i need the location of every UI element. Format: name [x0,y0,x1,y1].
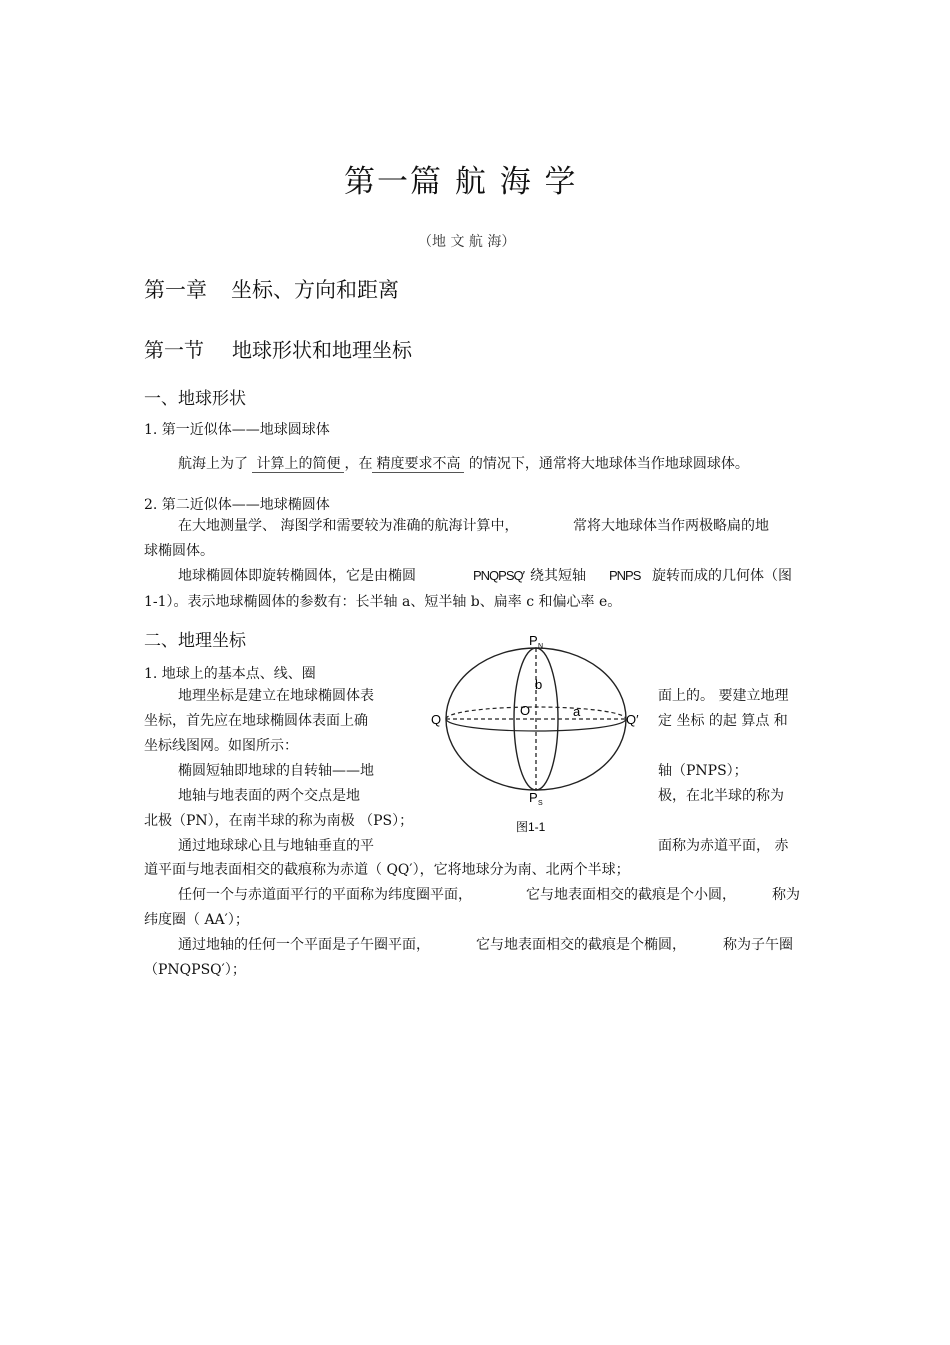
item2-p2-l1c: 旋转而成的几何体（图 [652,568,792,584]
label-q: Q [431,712,442,727]
item2-label: 2. 第二近似体——地球椭圆体 [144,497,330,513]
item2-p1-l1a: 在大地测量学、 海图学和需要较为准确的航海计算中， [178,518,519,534]
item3-l1a: 地理坐标是建立在地球椭圆体表 [178,688,374,704]
part2-heading: 二、地理坐标 [144,631,246,651]
label-b: b [535,677,543,692]
item3-l11a: 通过地轴的任何一个平面是子午圈平面， [178,937,430,953]
item1-underline-2: 精度要求不高 [372,456,464,473]
item2-p2-l1a: 地球椭圆体即旋转椭圆体，它是由椭圆 [178,568,416,584]
item3-l2a: 坐标，首先应在地球椭圆体表面上确 [144,713,368,729]
axis-symbol: PNPS [609,568,641,583]
item1-pre: 航海上为了 [178,456,248,472]
item3-l3: 坐标线图网。如图所示： [144,738,298,754]
item3-l7b: 面称为赤道平面， 赤 [658,838,789,854]
page-title: 第一篇 航 海 学 [344,164,578,200]
figure-caption: 图1-1 [516,820,546,834]
item3-l5b: 极，在北半球的称为 [658,788,784,804]
item2-p1-l1b: 常将大地球体当作两极略扁的地 [573,518,769,534]
item3-l5a: 地轴与地表面的两个交点是地 [178,788,360,804]
item3-l8: 道平面与地表面相交的截痕称为赤道（ QQ′），它将地球分为南、北两个半球； [144,862,630,878]
item3-l9c: 称为 [772,887,800,903]
label-pn-sub: N [538,643,544,650]
item2-p1-l2: 球椭圆体。 [144,543,214,559]
section-number: 第一节 [144,338,204,362]
label-q-prime: Q′ [626,712,639,727]
item1-underline-1: 计算上的简便 [252,456,344,473]
item3-l11b: 它与地表面相交的截痕是个椭圆， [476,937,686,953]
label-ps-sub: S [538,800,543,807]
item1-paragraph [178,452,749,476]
item3-l7a: 通过地球球心且与地轴垂直的平 [178,838,374,854]
chapter-number: 第一章 [144,278,207,302]
item3-l1b: 面上的。 要建立地理 [658,688,789,704]
item3-l4b: 轴（PNPS）； [658,763,748,779]
figure-1-1 [425,628,645,848]
item3-l2b: 定 坐标 的起 算点 和 [658,713,788,729]
item3-l6: 北极（PN），在南半球的称为南极 （PS）； [144,813,414,829]
item1-post: 的情况下，通常将大地球体当作地球圆球体。 [468,456,749,472]
label-a: a [573,704,581,719]
label-ps: P [529,790,538,805]
item3-l12: （PNQPSQ′）； [144,962,246,978]
label-o: O [520,703,531,718]
item1-mid: ，在 [344,456,373,472]
section-name: 地球形状和地理坐标 [232,338,412,362]
item3-l9b: 它与地表面相交的截痕是个小圆， [526,887,736,903]
item3-l4a: 椭圆短轴即地球的自转轴——地 [178,763,374,779]
item1-label: 1. 第一近似体——地球圆球体 [144,422,330,438]
page-subtitle: （地 文 航 海） [418,234,516,250]
label-pn: P [529,633,538,648]
item2-p2-l2: 1-1）。表示地球椭圆体的参数有：长半轴 a、短半轴 b、扁率 c 和偏心率 e。 [144,594,622,610]
item3-l10: 纬度圈（ AA′）； [144,912,249,928]
section-heading [144,334,412,363]
item2-p2-l1b: 绕其短轴 [530,568,586,584]
chapter-name: 坐标、方向和距离 [231,278,399,302]
ellipse-symbol: PNQPSQ′ [473,568,525,583]
item3-l9a: 任何一个与赤道面平行的平面称为纬度圈平面， [178,887,472,903]
item3-l11c: 称为子午圈 [723,937,793,953]
part1-heading: 一、地球形状 [144,389,246,409]
item3-label: 1. 地球上的基本点、线、圈 [144,666,316,682]
chapter-heading [144,274,399,304]
